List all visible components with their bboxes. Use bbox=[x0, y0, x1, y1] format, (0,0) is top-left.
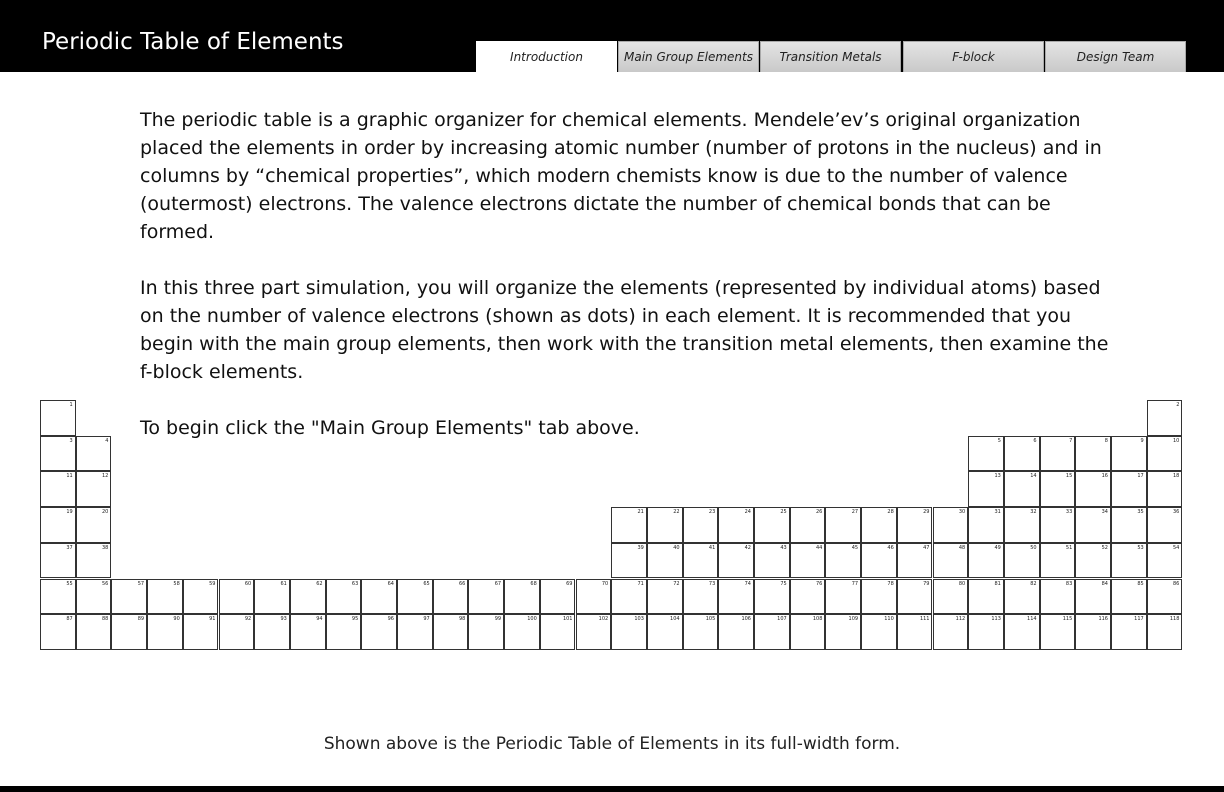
atomic-number: 24 bbox=[744, 509, 751, 516]
element-cell-61[interactable] bbox=[254, 579, 290, 615]
element-cell-23[interactable] bbox=[683, 507, 719, 543]
atomic-number: 57 bbox=[137, 580, 145, 587]
element-cell-35[interactable] bbox=[1111, 507, 1147, 543]
atomic-number: 118 bbox=[1169, 616, 1180, 623]
element-cell-76[interactable] bbox=[790, 579, 826, 615]
element-cell-17[interactable] bbox=[1111, 471, 1147, 507]
atomic-number: 116 bbox=[1098, 616, 1108, 623]
atomic-number: 89 bbox=[137, 616, 145, 623]
element-cell-20[interactable] bbox=[76, 507, 112, 543]
atomic-number: 81 bbox=[994, 580, 1001, 587]
element-cell-65[interactable] bbox=[397, 579, 433, 615]
atomic-number: 94 bbox=[316, 616, 323, 623]
atomic-number: 104 bbox=[670, 616, 680, 623]
element-cell-27[interactable] bbox=[825, 507, 861, 543]
atomic-number: 55 bbox=[66, 580, 73, 587]
intro-text bbox=[140, 106, 1115, 470]
element-cell-78[interactable] bbox=[861, 579, 897, 615]
element-cell-91[interactable] bbox=[183, 614, 219, 650]
atomic-number: 49 bbox=[994, 544, 1001, 551]
atomic-number: 113 bbox=[991, 616, 1001, 623]
element-cell-28[interactable] bbox=[861, 507, 897, 543]
atomic-number: 48 bbox=[958, 544, 966, 551]
atomic-number: 68 bbox=[530, 580, 537, 587]
element-cell-43[interactable] bbox=[754, 543, 790, 579]
app-title: Periodic Table of Elements bbox=[42, 29, 344, 55]
atomic-number: 115 bbox=[1062, 616, 1073, 623]
element-cell-6[interactable] bbox=[1004, 436, 1040, 472]
atomic-number: 42 bbox=[744, 544, 751, 551]
atomic-number: 1 bbox=[69, 402, 73, 408]
atomic-number: 21 bbox=[637, 509, 644, 516]
element-cell-56[interactable] bbox=[76, 579, 112, 615]
tab-transition-metals[interactable]: Transition Metals bbox=[760, 41, 901, 72]
element-cell-3[interactable] bbox=[40, 436, 76, 472]
element-cell-71[interactable] bbox=[611, 579, 647, 615]
atomic-number: 26 bbox=[816, 509, 823, 516]
element-cell-77[interactable] bbox=[825, 579, 861, 615]
header-bar bbox=[0, 0, 1224, 72]
intro-paragraph-2: In this three part simulation, you will organize the elements (represented by individual atoms) based on the number of valence electrons (shown as dots) in each element. It is recommended that you begin with the main group elements, then work with the transition metal elements, then examine the f-block elements. bbox=[140, 277, 1109, 383]
element-cell-29[interactable] bbox=[897, 507, 933, 543]
element-cell-13[interactable] bbox=[968, 471, 1004, 507]
element-cell-32[interactable] bbox=[1004, 507, 1040, 543]
element-cell-15[interactable] bbox=[1040, 471, 1076, 507]
atomic-number: 117 bbox=[1134, 616, 1144, 623]
atomic-number: 51 bbox=[1065, 544, 1073, 551]
element-cell-100[interactable] bbox=[504, 614, 540, 650]
element-cell-85[interactable] bbox=[1111, 579, 1147, 615]
element-cell-33[interactable] bbox=[1040, 507, 1076, 543]
element-cell-86[interactable] bbox=[1147, 579, 1183, 615]
atomic-number: 11 bbox=[66, 473, 73, 480]
atomic-number: 88 bbox=[102, 616, 109, 623]
element-cell-114[interactable] bbox=[1004, 614, 1040, 650]
element-cell-99[interactable] bbox=[468, 614, 504, 650]
atomic-number: 58 bbox=[173, 580, 180, 587]
atomic-number: 79 bbox=[923, 580, 930, 587]
element-cell-93[interactable] bbox=[254, 614, 290, 650]
atomic-number: 16 bbox=[1101, 473, 1108, 480]
element-cell-4[interactable] bbox=[76, 436, 112, 472]
atomic-number: 23 bbox=[708, 509, 716, 516]
element-cell-68[interactable] bbox=[504, 579, 540, 615]
atomic-number: 73 bbox=[708, 580, 716, 587]
element-cell-113[interactable] bbox=[968, 614, 1004, 650]
atomic-number: 91 bbox=[209, 616, 216, 623]
atomic-number: 85 bbox=[1137, 580, 1144, 587]
element-cell-70[interactable] bbox=[576, 579, 612, 615]
element-cell-16[interactable] bbox=[1075, 471, 1111, 507]
atomic-number: 63 bbox=[351, 580, 359, 587]
element-cell-49[interactable] bbox=[968, 543, 1004, 579]
atomic-number: 7 bbox=[1069, 437, 1073, 444]
element-cell-107[interactable] bbox=[754, 614, 790, 650]
element-cell-102[interactable] bbox=[576, 614, 612, 650]
element-cell-37[interactable] bbox=[40, 543, 76, 579]
atomic-number: 9 bbox=[1140, 437, 1144, 444]
atomic-number: 65 bbox=[423, 580, 430, 587]
element-cell-40[interactable] bbox=[647, 543, 683, 579]
atomic-number: 71 bbox=[637, 580, 644, 587]
element-cell-108[interactable] bbox=[790, 614, 826, 650]
atomic-number: 80 bbox=[958, 580, 966, 587]
element-cell-101[interactable] bbox=[540, 614, 576, 650]
element-cell-38[interactable] bbox=[76, 543, 112, 579]
element-cell-51[interactable] bbox=[1040, 543, 1076, 579]
atomic-number: 19 bbox=[66, 509, 73, 516]
atomic-number: 54 bbox=[1173, 544, 1180, 551]
element-cell-55[interactable] bbox=[40, 579, 76, 615]
element-cell-103[interactable] bbox=[611, 614, 647, 650]
atomic-number: 70 bbox=[601, 580, 609, 587]
atomic-number: 13 bbox=[994, 473, 1001, 480]
element-cell-54[interactable] bbox=[1147, 543, 1183, 579]
element-cell-2[interactable] bbox=[1147, 400, 1183, 436]
element-cell-45[interactable] bbox=[825, 543, 861, 579]
element-cell-88[interactable] bbox=[76, 614, 112, 650]
element-cell-7[interactable] bbox=[1040, 436, 1076, 472]
atomic-number: 17 bbox=[1137, 473, 1144, 480]
element-cell-48[interactable] bbox=[933, 543, 969, 579]
element-cell-22[interactable] bbox=[647, 507, 683, 543]
element-cell-62[interactable] bbox=[290, 579, 326, 615]
element-cell-42[interactable] bbox=[718, 543, 754, 579]
tab-bar bbox=[476, 41, 1188, 72]
atomic-number: 25 bbox=[780, 509, 787, 516]
atomic-number: 67 bbox=[494, 580, 502, 587]
atomic-number: 45 bbox=[851, 544, 859, 551]
atomic-number: 30 bbox=[958, 509, 966, 516]
atomic-number: 100 bbox=[527, 616, 537, 623]
element-cell-5[interactable] bbox=[968, 436, 1004, 472]
element-cell-87[interactable] bbox=[40, 614, 76, 650]
element-cell-18[interactable] bbox=[1147, 471, 1183, 507]
atomic-number: 8 bbox=[1104, 437, 1108, 444]
element-cell-14[interactable] bbox=[1004, 471, 1040, 507]
atomic-number: 111 bbox=[919, 616, 930, 623]
atomic-number: 41 bbox=[708, 544, 716, 551]
atomic-number: 47 bbox=[923, 544, 930, 551]
element-cell-109[interactable] bbox=[825, 614, 861, 650]
element-cell-57[interactable] bbox=[111, 579, 147, 615]
element-cell-9[interactable] bbox=[1111, 436, 1147, 472]
atomic-number: 103 bbox=[634, 616, 644, 623]
atomic-number: 72 bbox=[673, 580, 680, 587]
element-cell-94[interactable] bbox=[290, 614, 326, 650]
tab-introduction[interactable]: Introduction bbox=[476, 41, 617, 72]
caption: Shown above is the Periodic Table of Elements in its full-width form. bbox=[323, 734, 901, 754]
atomic-number: 22 bbox=[673, 509, 680, 516]
atomic-number: 108 bbox=[812, 616, 823, 623]
atomic-number: 2 bbox=[1176, 402, 1180, 408]
element-cell-31[interactable] bbox=[968, 507, 1004, 543]
atomic-number: 31 bbox=[994, 509, 1001, 516]
element-cell-12[interactable] bbox=[76, 471, 112, 507]
element-cell-24[interactable] bbox=[718, 507, 754, 543]
element-cell-74[interactable] bbox=[718, 579, 754, 615]
element-cell-19[interactable] bbox=[40, 507, 76, 543]
atomic-number: 93 bbox=[280, 616, 287, 623]
element-cell-75[interactable] bbox=[754, 579, 790, 615]
element-cell-112[interactable] bbox=[933, 614, 969, 650]
atomic-number: 4 bbox=[105, 437, 109, 444]
element-cell-83[interactable] bbox=[1040, 579, 1076, 615]
element-cell-39[interactable] bbox=[611, 543, 647, 579]
atomic-number: 86 bbox=[1173, 580, 1180, 587]
atomic-number: 64 bbox=[387, 580, 394, 587]
atomic-number: 75 bbox=[780, 580, 787, 587]
atomic-number: 36 bbox=[1173, 509, 1180, 516]
element-cell-8[interactable] bbox=[1075, 436, 1111, 472]
atomic-number: 114 bbox=[1027, 616, 1037, 623]
element-cell-53[interactable] bbox=[1111, 543, 1147, 579]
atomic-number: 3 bbox=[69, 437, 73, 444]
atomic-number: 87 bbox=[66, 616, 73, 623]
atomic-number: 83 bbox=[1065, 580, 1073, 587]
atomic-number: 38 bbox=[102, 544, 109, 551]
element-cell-10[interactable] bbox=[1147, 436, 1183, 472]
element-cell-72[interactable] bbox=[647, 579, 683, 615]
element-cell-111[interactable] bbox=[897, 614, 933, 650]
element-cell-59[interactable] bbox=[183, 579, 219, 615]
element-cell-98[interactable] bbox=[433, 614, 469, 650]
element-cell-63[interactable] bbox=[326, 579, 362, 615]
footer-bar bbox=[0, 786, 1224, 792]
atomic-number: 69 bbox=[566, 580, 573, 587]
intro-paragraph-3: To begin click the "Main Group Elements" tab above. bbox=[140, 417, 640, 439]
atomic-number: 107 bbox=[777, 616, 787, 623]
atomic-number: 53 bbox=[1137, 544, 1144, 551]
atomic-number: 46 bbox=[887, 544, 894, 551]
atomic-number: 105 bbox=[705, 616, 716, 623]
atomic-number: 20 bbox=[102, 509, 109, 516]
atomic-number: 34 bbox=[1101, 509, 1108, 516]
atomic-number: 90 bbox=[173, 616, 180, 623]
atomic-number: 76 bbox=[816, 580, 823, 587]
atomic-number: 96 bbox=[387, 616, 394, 623]
atomic-number: 99 bbox=[494, 616, 502, 623]
element-cell-92[interactable] bbox=[219, 614, 255, 650]
atomic-number: 29 bbox=[923, 509, 930, 516]
element-cell-80[interactable] bbox=[933, 579, 969, 615]
atomic-number: 52 bbox=[1101, 544, 1108, 551]
atomic-number: 60 bbox=[244, 580, 252, 587]
atomic-number: 35 bbox=[1137, 509, 1144, 516]
atomic-number: 10 bbox=[1173, 437, 1180, 444]
tab-main-group-elements[interactable]: Main Group Elements bbox=[618, 41, 759, 72]
element-cell-90[interactable] bbox=[147, 614, 183, 650]
atomic-number: 101 bbox=[562, 616, 573, 623]
atomic-number: 39 bbox=[637, 544, 644, 551]
element-cell-89[interactable] bbox=[111, 614, 147, 650]
atomic-number: 97 bbox=[423, 616, 430, 623]
element-cell-64[interactable] bbox=[361, 579, 397, 615]
atomic-number: 56 bbox=[102, 580, 109, 587]
element-cell-47[interactable] bbox=[897, 543, 933, 579]
element-cell-84[interactable] bbox=[1075, 579, 1111, 615]
atomic-number: 44 bbox=[816, 544, 823, 551]
element-cell-66[interactable] bbox=[433, 579, 469, 615]
element-cell-105[interactable] bbox=[683, 614, 719, 650]
atomic-number: 32 bbox=[1030, 509, 1037, 516]
atomic-number: 18 bbox=[1173, 473, 1180, 480]
atomic-number: 77 bbox=[851, 580, 859, 587]
atomic-number: 106 bbox=[741, 616, 751, 623]
element-cell-115[interactable] bbox=[1040, 614, 1076, 650]
atomic-number: 61 bbox=[280, 580, 287, 587]
element-cell-67[interactable] bbox=[468, 579, 504, 615]
element-cell-11[interactable] bbox=[40, 471, 76, 507]
element-cell-79[interactable] bbox=[897, 579, 933, 615]
element-cell-96[interactable] bbox=[361, 614, 397, 650]
atomic-number: 28 bbox=[887, 509, 894, 516]
atomic-number: 66 bbox=[459, 580, 466, 587]
atomic-number: 82 bbox=[1030, 580, 1037, 587]
element-cell-21[interactable] bbox=[611, 507, 647, 543]
atomic-number: 92 bbox=[244, 616, 252, 623]
element-cell-104[interactable] bbox=[647, 614, 683, 650]
atomic-number: 78 bbox=[887, 580, 894, 587]
element-cell-50[interactable] bbox=[1004, 543, 1040, 579]
atomic-number: 102 bbox=[598, 616, 609, 623]
element-cell-25[interactable] bbox=[754, 507, 790, 543]
atomic-number: 12 bbox=[102, 473, 109, 480]
element-cell-58[interactable] bbox=[147, 579, 183, 615]
element-cell-97[interactable] bbox=[397, 614, 433, 650]
atomic-number: 14 bbox=[1030, 473, 1037, 480]
element-cell-36[interactable] bbox=[1147, 507, 1183, 543]
atomic-number: 50 bbox=[1030, 544, 1037, 551]
tab-f-block[interactable]: F-block bbox=[903, 41, 1044, 72]
element-cell-69[interactable] bbox=[540, 579, 576, 615]
atomic-number: 112 bbox=[955, 616, 966, 623]
atomic-number: 6 bbox=[1033, 437, 1037, 444]
atomic-number: 62 bbox=[316, 580, 323, 587]
atomic-number: 74 bbox=[744, 580, 751, 587]
atomic-number: 33 bbox=[1065, 509, 1073, 516]
atomic-number: 110 bbox=[884, 616, 894, 623]
element-cell-117[interactable] bbox=[1111, 614, 1147, 650]
element-cell-44[interactable] bbox=[790, 543, 826, 579]
atomic-number: 37 bbox=[66, 544, 73, 551]
element-cell-118[interactable] bbox=[1147, 614, 1183, 650]
atomic-number: 27 bbox=[851, 509, 859, 516]
element-cell-46[interactable] bbox=[861, 543, 897, 579]
atomic-number: 98 bbox=[459, 616, 466, 623]
element-cell-30[interactable] bbox=[933, 507, 969, 543]
atomic-number: 43 bbox=[780, 544, 787, 551]
element-cell-106[interactable] bbox=[718, 614, 754, 650]
element-cell-81[interactable] bbox=[968, 579, 1004, 615]
element-cell-34[interactable] bbox=[1075, 507, 1111, 543]
element-cell-52[interactable] bbox=[1075, 543, 1111, 579]
element-cell-1[interactable] bbox=[40, 400, 76, 436]
atomic-number: 109 bbox=[848, 616, 859, 623]
atomic-number: 5 bbox=[997, 437, 1001, 444]
element-cell-110[interactable] bbox=[861, 614, 897, 650]
element-cell-60[interactable] bbox=[219, 579, 255, 615]
element-cell-82[interactable] bbox=[1004, 579, 1040, 615]
atomic-number: 59 bbox=[209, 580, 216, 587]
atomic-number: 84 bbox=[1101, 580, 1108, 587]
element-cell-116[interactable] bbox=[1075, 614, 1111, 650]
atomic-number: 15 bbox=[1065, 473, 1073, 480]
element-cell-41[interactable] bbox=[683, 543, 719, 579]
atomic-number: 95 bbox=[351, 616, 359, 623]
atomic-number: 40 bbox=[673, 544, 680, 551]
element-cell-95[interactable] bbox=[326, 614, 362, 650]
element-cell-73[interactable] bbox=[683, 579, 719, 615]
tab-design-team[interactable]: Design Team bbox=[1045, 41, 1186, 72]
intro-paragraph-1: The periodic table is a graphic organizer for chemical elements. Mendele’ev’s original organization placed the elements in order by increasing atomic number (number of protons in the nucleus) and in columns by “chemical properties”, which modern chemists know is due to the number of valence (outermost) electrons. The valence electrons dictate the number of chemical bonds that can be formed. bbox=[140, 109, 1102, 243]
element-cell-26[interactable] bbox=[790, 507, 826, 543]
